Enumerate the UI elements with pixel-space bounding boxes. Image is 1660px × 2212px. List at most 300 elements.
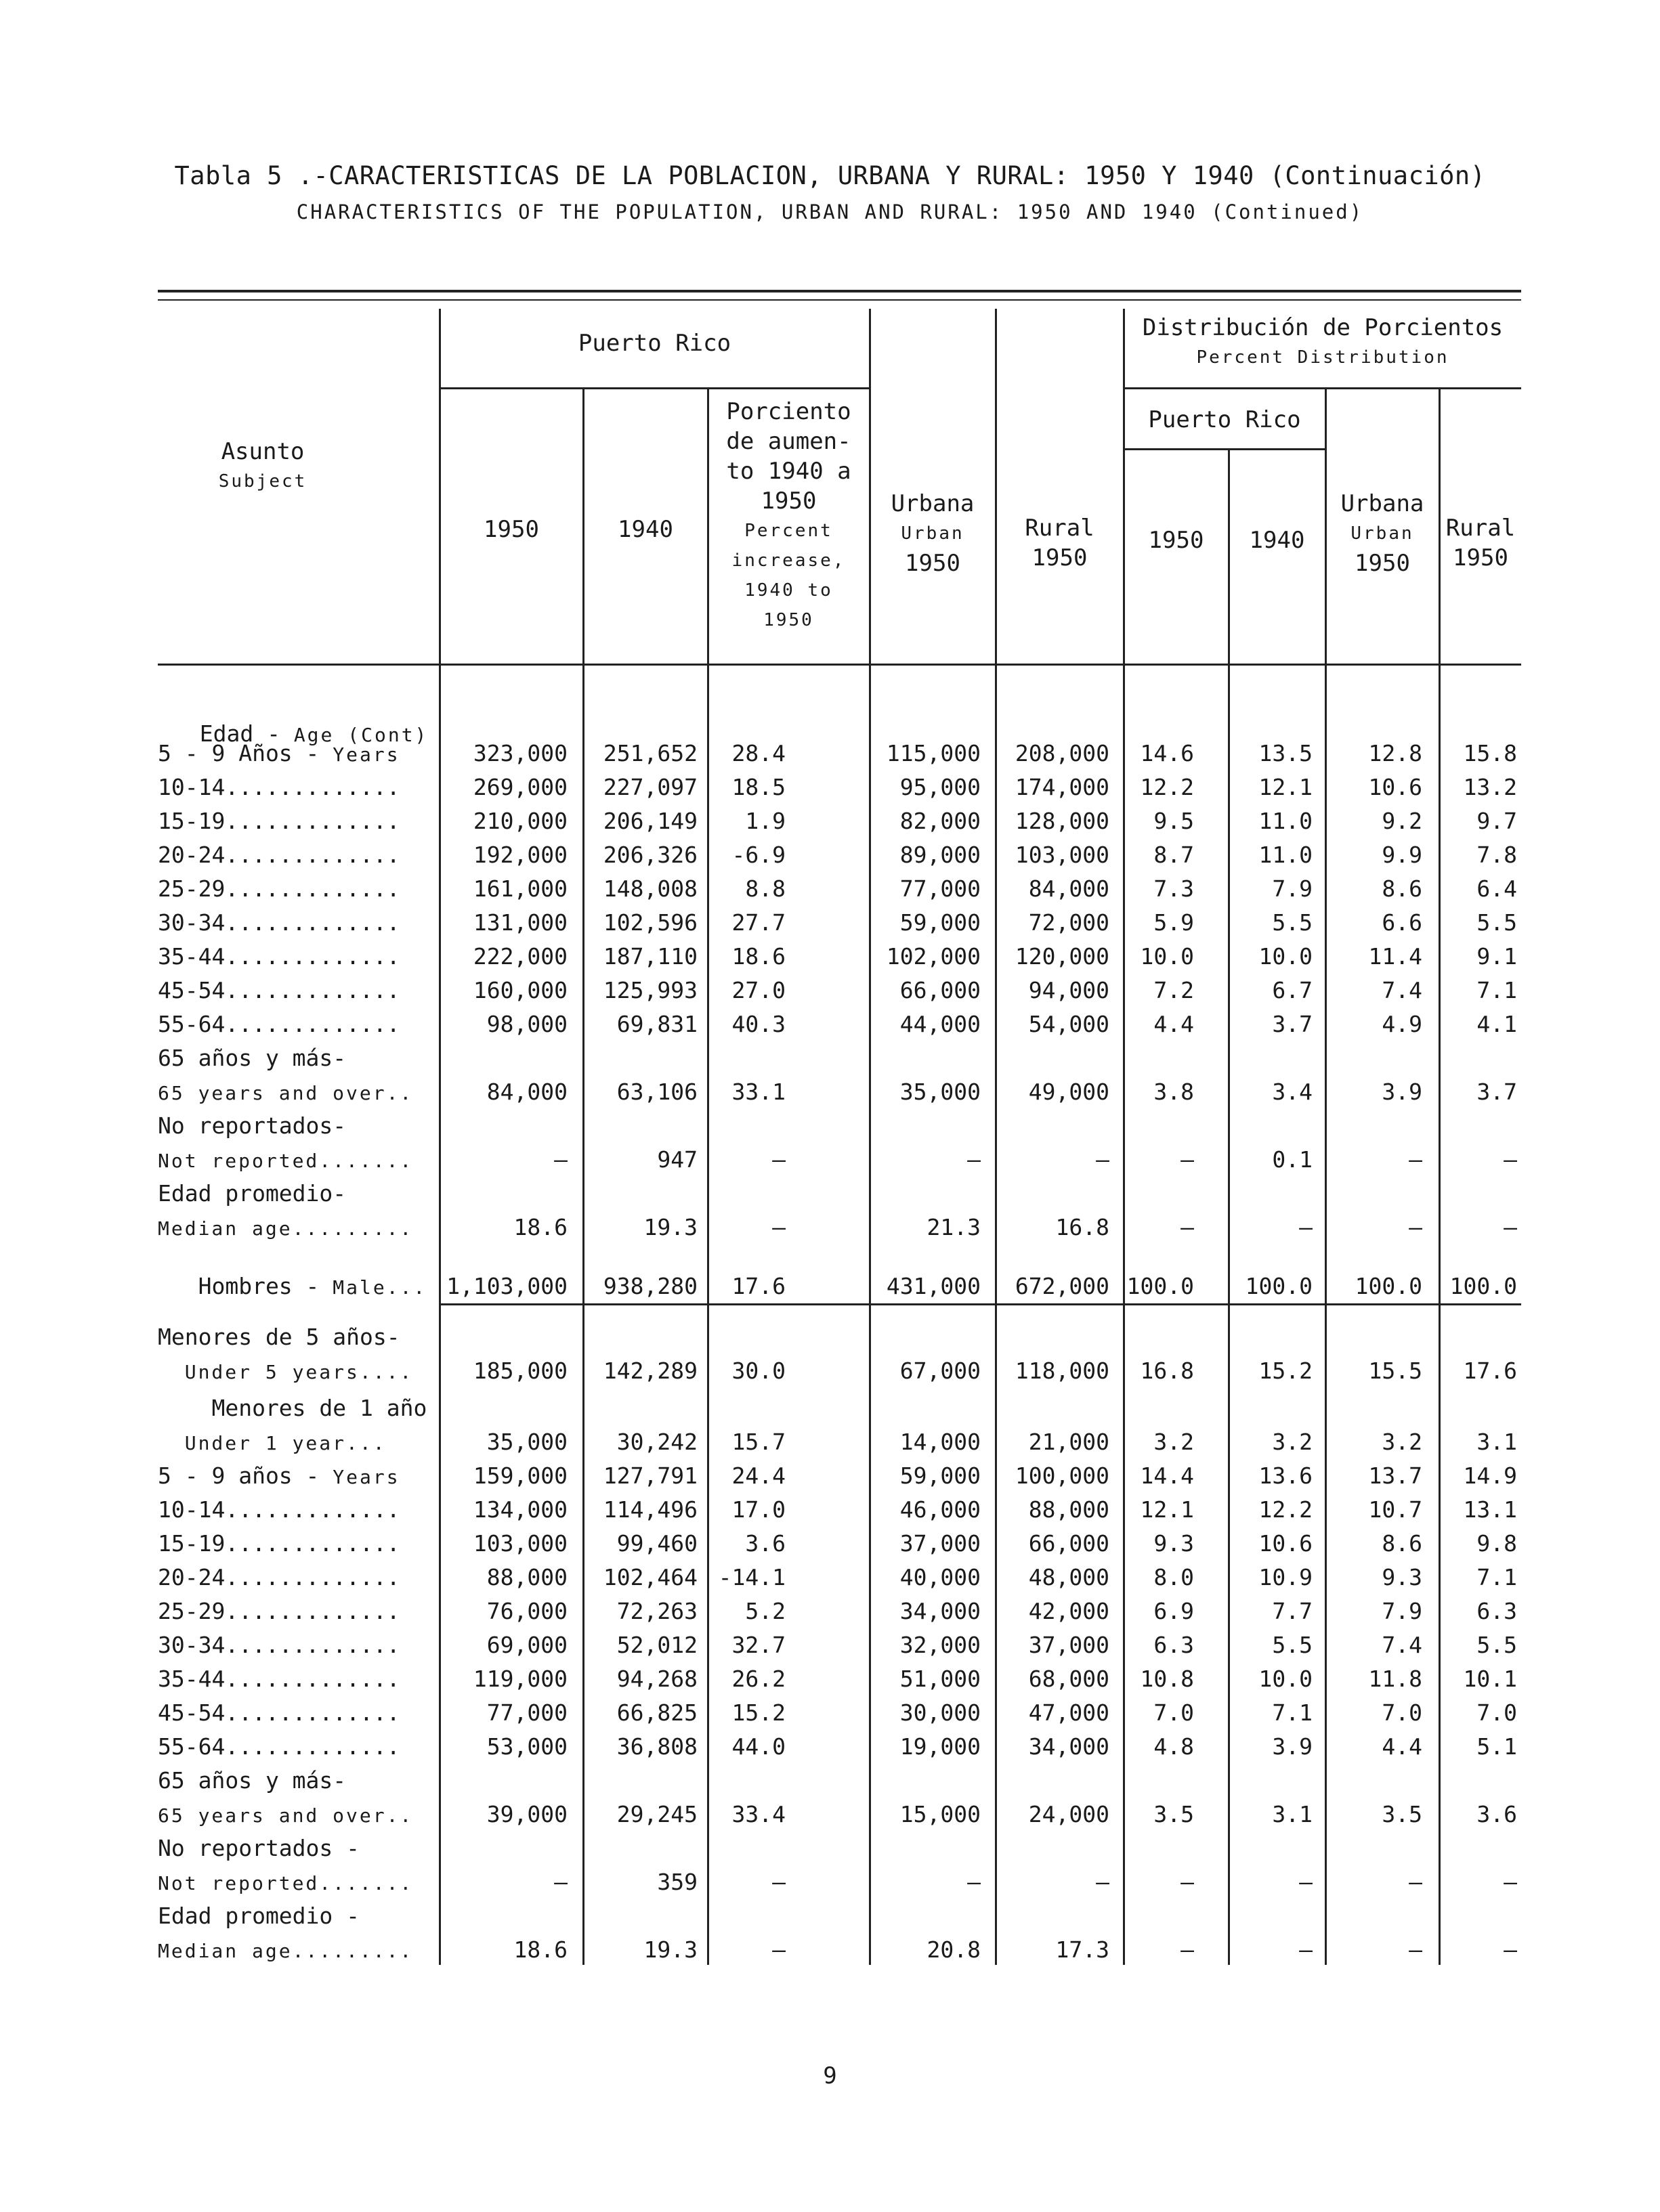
top-rule-2 — [158, 299, 1521, 301]
cell: 100.0 — [1449, 1273, 1517, 1299]
cell: 32.7 — [731, 1632, 786, 1658]
cell: 5.1 — [1476, 1733, 1517, 1760]
cell: 36,808 — [616, 1733, 698, 1760]
row-label — [158, 1395, 427, 1421]
cell: 49,000 — [1028, 1079, 1109, 1105]
section-age-label — [173, 694, 428, 747]
cell: 7.1 — [1476, 977, 1517, 1003]
cell: 15,000 — [899, 1801, 981, 1827]
cell: 68,000 — [1028, 1666, 1109, 1692]
cell: 82,000 — [899, 808, 981, 834]
cell: 27.0 — [731, 977, 786, 1003]
section-age-en: Age (Cont) — [293, 724, 429, 746]
row-label-en: Male... — [333, 1276, 427, 1299]
col-divider — [1228, 450, 1230, 1965]
row-label-es: 25-29............. — [158, 1598, 400, 1624]
cell: -14.1 — [718, 1564, 786, 1590]
header-rural-year: 1950 — [1031, 544, 1088, 571]
row-label-es: 45-54............. — [158, 1699, 400, 1726]
cell: 192,000 — [473, 842, 568, 868]
cell: 15.2 — [1258, 1358, 1313, 1384]
cell: 7.9 — [1382, 1598, 1422, 1624]
row-label-es: 15-19............. — [158, 808, 400, 834]
cell: 18.6 — [513, 1936, 568, 1963]
cell: 118,000 — [1015, 1358, 1109, 1384]
cell: 72,000 — [1028, 909, 1109, 936]
cell: 6.4 — [1476, 875, 1517, 902]
cell: 672,000 — [1015, 1273, 1109, 1299]
cell: 19,000 — [899, 1733, 981, 1760]
cell: 39,000 — [486, 1801, 568, 1827]
cell: 15.5 — [1368, 1358, 1422, 1384]
row-label — [158, 1273, 427, 1299]
cell: 9.5 — [1153, 808, 1194, 834]
cell: 11.8 — [1368, 1666, 1422, 1692]
cell: — — [1504, 1936, 1517, 1963]
col-divider — [582, 389, 584, 1965]
cell: 5.5 — [1476, 1632, 1517, 1658]
cell: 6.3 — [1476, 1598, 1517, 1624]
cell: — — [1409, 1146, 1422, 1173]
cell: 8.8 — [745, 875, 786, 902]
cell: — — [772, 1869, 786, 1895]
header-dist-es: Distribución de Porcientos — [1142, 314, 1504, 341]
cell: 10.0 — [1258, 1666, 1313, 1692]
cell: 359 — [657, 1869, 698, 1895]
cell: 3.2 — [1272, 1429, 1313, 1455]
cell: 3.6 — [1476, 1801, 1517, 1827]
cell: 9.9 — [1382, 842, 1422, 868]
header-subject-es: Asunto — [221, 438, 305, 465]
cell: 4.4 — [1153, 1011, 1194, 1037]
cell: 47,000 — [1028, 1699, 1109, 1726]
cell: — — [1299, 1214, 1313, 1240]
cell: — — [1409, 1214, 1422, 1240]
cell: 27.7 — [731, 909, 786, 936]
cell: 51,000 — [899, 1666, 981, 1692]
row-label — [158, 1214, 413, 1240]
header-pr-1940: 1940 — [618, 516, 673, 543]
cell: — — [1180, 1146, 1194, 1173]
header-subject — [158, 437, 368, 496]
row-label — [158, 1767, 346, 1794]
cell: 119,000 — [473, 1666, 568, 1692]
cell: — — [554, 1146, 568, 1173]
cell: 26.2 — [731, 1666, 786, 1692]
cell: 94,000 — [1028, 977, 1109, 1003]
cell: 4.4 — [1382, 1733, 1422, 1760]
cell: — — [1180, 1869, 1194, 1895]
row-label-es: No reportados- — [158, 1112, 347, 1139]
cell: 159,000 — [473, 1462, 568, 1489]
row-label-es: 55-64............. — [158, 1733, 400, 1760]
cell: 8.0 — [1153, 1564, 1194, 1590]
cell: 53,000 — [486, 1733, 568, 1760]
row-label-es: 20-24............. — [158, 842, 400, 868]
cell: 115,000 — [886, 740, 981, 766]
header-urbana-en: Urban — [901, 523, 964, 544]
col-divider — [1123, 309, 1125, 1965]
cell: 11.0 — [1258, 842, 1313, 868]
cell: -6.9 — [731, 842, 786, 868]
row-label-es: 25-29............. — [158, 875, 400, 902]
cell: 84,000 — [486, 1079, 568, 1105]
row-label-es: 5 - 9 años - — [158, 1462, 333, 1489]
cell: 3.5 — [1382, 1801, 1422, 1827]
row-label-es: 65 años y más- — [158, 1045, 347, 1071]
cell: 7.9 — [1272, 875, 1313, 902]
cell: 12.2 — [1140, 774, 1194, 800]
cell: 120,000 — [1015, 943, 1109, 970]
row-label — [158, 943, 400, 970]
header-dist-urbana-en: Urban — [1350, 523, 1414, 544]
header-pct-en-3: 1940 to — [744, 580, 833, 601]
cell: 222,000 — [473, 943, 568, 970]
cell: 14.4 — [1140, 1462, 1194, 1489]
header-urbana-es: Urbana — [891, 490, 975, 517]
cell: 17.6 — [731, 1273, 786, 1299]
row-label — [158, 1146, 413, 1173]
cell: 160,000 — [473, 977, 568, 1003]
cell: 24.4 — [731, 1462, 786, 1489]
row-label-es: Edad promedio - — [158, 1903, 360, 1929]
cell: 10.1 — [1463, 1666, 1517, 1692]
cell: 4.8 — [1153, 1733, 1194, 1760]
cell: — — [967, 1869, 981, 1895]
cell: 6.9 — [1153, 1598, 1194, 1624]
row-label — [158, 1180, 346, 1207]
row-label-es: 30-34............. — [158, 1632, 400, 1658]
cell: 69,000 — [486, 1632, 568, 1658]
row-label-en: Under 5 years.... — [158, 1361, 414, 1383]
cell: 1,103,000 — [446, 1273, 568, 1299]
cell: 14.6 — [1140, 740, 1194, 766]
header-rural — [996, 513, 1123, 573]
cell: — — [1504, 1869, 1517, 1895]
col-divider — [1439, 389, 1441, 1965]
cell: 103,000 — [1015, 842, 1109, 868]
cell: 34,000 — [1028, 1733, 1109, 1760]
row-label-es: 5 - 9 Años - — [158, 740, 333, 766]
row-label-es: 35-44............. — [158, 943, 400, 970]
cell: 3.6 — [745, 1530, 786, 1557]
cell: 13.1 — [1463, 1496, 1517, 1523]
cell: 12.8 — [1368, 740, 1422, 766]
cell: 210,000 — [473, 808, 568, 834]
cell: 5.5 — [1476, 909, 1517, 936]
cell: 12.2 — [1258, 1496, 1313, 1523]
cell: 947 — [657, 1146, 698, 1173]
header-pct-en-2: increase, — [731, 550, 846, 571]
cell: 88,000 — [486, 1564, 568, 1590]
row-label-en: Not reported....... — [158, 1872, 414, 1894]
header-dist-en: Percent Distribution — [1196, 347, 1449, 368]
cell: 76,000 — [486, 1598, 568, 1624]
header-distribution — [1124, 313, 1521, 372]
table-title-en: CHARACTERISTICS OF THE POPULATION, URBAN AND RURAL: 1950 AND 1940 (Continued) — [296, 200, 1364, 223]
cell: 19.3 — [643, 1214, 698, 1240]
row-label-en: Years — [333, 743, 400, 766]
page-number: 9 — [823, 2062, 837, 2089]
cell: 100.0 — [1245, 1273, 1313, 1299]
row-label — [158, 1112, 346, 1139]
cell: 127,791 — [603, 1462, 698, 1489]
cell: — — [1180, 1214, 1194, 1240]
cell: 13.7 — [1368, 1462, 1422, 1489]
header-rule-dist — [1124, 387, 1521, 389]
cell: 13.6 — [1258, 1462, 1313, 1489]
cell: 7.4 — [1382, 977, 1422, 1003]
cell: 10.6 — [1258, 1530, 1313, 1557]
row-label — [158, 1699, 400, 1726]
row-label — [158, 1903, 360, 1929]
row-label — [158, 842, 400, 868]
cell: 67,000 — [899, 1358, 981, 1384]
cell: 30.0 — [731, 1358, 786, 1384]
cell: — — [1504, 1146, 1517, 1173]
cell: 102,464 — [603, 1564, 698, 1590]
cell: 14.9 — [1463, 1462, 1517, 1489]
cell: 37,000 — [899, 1530, 981, 1557]
cell: 46,000 — [899, 1496, 981, 1523]
cell: 103,000 — [473, 1530, 568, 1557]
row-label — [158, 1496, 400, 1523]
cell: 3.1 — [1476, 1429, 1517, 1455]
row-label-en: Median age......... — [158, 1940, 414, 1962]
cell: 323,000 — [473, 740, 568, 766]
cell: 29,245 — [616, 1801, 698, 1827]
cell: — — [1409, 1869, 1422, 1895]
cell: 5.5 — [1272, 1632, 1313, 1658]
cell: 7.3 — [1153, 875, 1194, 902]
cell: 102,596 — [603, 909, 698, 936]
cell: 7.2 — [1153, 977, 1194, 1003]
cell: 3.7 — [1476, 1079, 1517, 1105]
table-title-es: Tabla 5 .-CARACTERISTICAS DE LA POBLACION, URBANA Y RURAL: 1950 Y 1940 (Continuación) — [174, 161, 1486, 190]
cell: 84,000 — [1028, 875, 1109, 902]
cell: 20.8 — [927, 1936, 981, 1963]
cell: 52,012 — [616, 1632, 698, 1658]
row-label-es: 15-19............. — [158, 1530, 400, 1557]
cell: 17.0 — [731, 1496, 786, 1523]
header-pct-es-4: 1950 — [761, 487, 817, 515]
cell: 66,000 — [1028, 1530, 1109, 1557]
col-divider — [1325, 389, 1327, 1965]
male-bottom-rule — [440, 1303, 1521, 1305]
cell: 12.1 — [1258, 774, 1313, 800]
cell: 142,289 — [603, 1358, 698, 1384]
row-label-es: 20-24............. — [158, 1564, 400, 1590]
row-label — [158, 1530, 400, 1557]
cell: 100.0 — [1355, 1273, 1422, 1299]
header-pr-1950: 1950 — [484, 516, 539, 543]
row-label-es: 55-64............. — [158, 1011, 400, 1037]
cell: 10.6 — [1368, 774, 1422, 800]
cell: 1.9 — [745, 808, 786, 834]
cell: 131,000 — [473, 909, 568, 936]
cell: 5.9 — [1153, 909, 1194, 936]
row-label — [158, 1869, 413, 1895]
row-label — [158, 774, 400, 800]
row-label — [158, 1011, 400, 1037]
row-label — [158, 1045, 346, 1071]
cell: 114,496 — [603, 1496, 698, 1523]
row-label-es: 45-54............. — [158, 977, 400, 1003]
row-label-es: 65 años y más- — [158, 1767, 347, 1794]
cell: 94,268 — [616, 1666, 698, 1692]
cell: 8.6 — [1382, 875, 1422, 902]
top-rule — [158, 290, 1521, 292]
cell: 100.0 — [1126, 1273, 1194, 1299]
cell: 13.5 — [1258, 740, 1313, 766]
cell: 18.5 — [731, 774, 786, 800]
cell: 3.1 — [1272, 1801, 1313, 1827]
cell: 34,000 — [899, 1598, 981, 1624]
cell: 125,993 — [603, 977, 698, 1003]
cell: 8.7 — [1153, 842, 1194, 868]
header-pct-en-1: Percent — [744, 521, 833, 541]
cell: 37,000 — [1028, 1632, 1109, 1658]
cell: 66,000 — [899, 977, 981, 1003]
cell: 10.0 — [1140, 943, 1194, 970]
header-dist-rural — [1440, 513, 1521, 573]
cell: 18.6 — [731, 943, 786, 970]
cell: 7.1 — [1272, 1699, 1313, 1726]
cell: 6.3 — [1153, 1632, 1194, 1658]
cell: 63,106 — [616, 1079, 698, 1105]
header-rule-dist-pr — [1124, 448, 1325, 450]
row-label-en: Median age......... — [158, 1217, 414, 1240]
cell: 5.2 — [745, 1598, 786, 1624]
cell: 206,326 — [603, 842, 698, 868]
cell: 9.8 — [1476, 1530, 1517, 1557]
cell: 13.2 — [1463, 774, 1517, 800]
col-divider — [439, 309, 441, 1965]
cell: 59,000 — [899, 909, 981, 936]
cell: 15.2 — [731, 1699, 786, 1726]
header-bottom-rule — [158, 664, 1521, 666]
header-pct-es-2: de aumen- — [726, 428, 851, 455]
header-urbana-year: 1950 — [905, 550, 960, 577]
header-dist-urbana — [1326, 489, 1439, 578]
cell: — — [1180, 1936, 1194, 1963]
cell: 77,000 — [899, 875, 981, 902]
cell: 14,000 — [899, 1429, 981, 1455]
header-dist-puerto-rico: Puerto Rico — [1148, 406, 1301, 433]
cell: 10.7 — [1368, 1496, 1422, 1523]
row-label-en: Not reported....... — [158, 1150, 414, 1172]
row-label-es: Edad promedio- — [158, 1180, 347, 1207]
section-age-es: Edad - — [199, 720, 294, 747]
cell: 9.7 — [1476, 808, 1517, 834]
cell: — — [967, 1146, 981, 1173]
cell: 251,652 — [603, 740, 698, 766]
cell: — — [554, 1869, 568, 1895]
row-label — [158, 1733, 400, 1760]
cell: 66,825 — [616, 1699, 698, 1726]
cell: 15.8 — [1463, 740, 1517, 766]
row-label-es: 30-34............. — [158, 909, 400, 936]
cell: 4.9 — [1382, 1011, 1422, 1037]
cell: 12.1 — [1140, 1496, 1194, 1523]
cell: 18.6 — [513, 1214, 568, 1240]
cell: 3.5 — [1153, 1801, 1194, 1827]
row-label-es: Menores de 5 años- — [158, 1324, 400, 1350]
cell: 17.3 — [1055, 1936, 1109, 1963]
cell: 16.8 — [1055, 1214, 1109, 1240]
cell: 35,000 — [486, 1429, 568, 1455]
cell: 21,000 — [1028, 1429, 1109, 1455]
row-label-es: Hombres - — [158, 1273, 333, 1299]
row-label — [158, 909, 400, 936]
header-percent-increase — [708, 397, 869, 635]
cell: 35,000 — [899, 1079, 981, 1105]
cell: 77,000 — [486, 1699, 568, 1726]
header-rule-pr — [440, 387, 869, 389]
cell: 3.2 — [1382, 1429, 1422, 1455]
cell: 3.9 — [1272, 1733, 1313, 1760]
cell: 16.8 — [1140, 1358, 1194, 1384]
cell: 28.4 — [731, 740, 786, 766]
header-puerto-rico: Puerto Rico — [578, 330, 731, 357]
cell: 72,263 — [616, 1598, 698, 1624]
cell: 6.6 — [1382, 909, 1422, 936]
cell: 4.1 — [1476, 1011, 1517, 1037]
cell: 40,000 — [899, 1564, 981, 1590]
cell: 3.9 — [1382, 1079, 1422, 1105]
cell: — — [1096, 1146, 1109, 1173]
header-pct-es-3: to 1940 a — [726, 458, 851, 485]
cell: 95,000 — [899, 774, 981, 800]
row-label-es: No reportados - — [158, 1835, 360, 1861]
cell: 174,000 — [1015, 774, 1109, 800]
cell: 40.3 — [731, 1011, 786, 1037]
cell: 11.4 — [1368, 943, 1422, 970]
cell: 44.0 — [731, 1733, 786, 1760]
cell: 10.0 — [1258, 943, 1313, 970]
row-label — [158, 808, 400, 834]
cell: — — [1409, 1936, 1422, 1963]
row-label-es: Menores de 1 año — [158, 1395, 427, 1421]
cell: 7.0 — [1476, 1699, 1517, 1726]
cell: 5.5 — [1272, 909, 1313, 936]
cell: 69,831 — [616, 1011, 698, 1037]
cell: 44,000 — [899, 1011, 981, 1037]
cell: 30,242 — [616, 1429, 698, 1455]
cell: 9.3 — [1153, 1530, 1194, 1557]
cell: — — [772, 1936, 786, 1963]
cell: 88,000 — [1028, 1496, 1109, 1523]
cell: — — [1504, 1214, 1517, 1240]
cell: 7.1 — [1476, 1564, 1517, 1590]
cell: 161,000 — [473, 875, 568, 902]
cell: 938,280 — [603, 1273, 698, 1299]
row-label — [158, 1358, 413, 1384]
header-dist-1950: 1950 — [1148, 527, 1204, 554]
cell: 269,000 — [473, 774, 568, 800]
row-label — [158, 1324, 400, 1350]
cell: 7.4 — [1382, 1632, 1422, 1658]
row-label — [158, 1462, 400, 1489]
row-label-es: 10-14............. — [158, 1496, 400, 1523]
row-label — [158, 977, 400, 1003]
cell: 100,000 — [1015, 1462, 1109, 1489]
cell: 42,000 — [1028, 1598, 1109, 1624]
cell: 10.8 — [1140, 1666, 1194, 1692]
cell: 17.6 — [1463, 1358, 1517, 1384]
row-label — [158, 1801, 413, 1827]
cell: 54,000 — [1028, 1011, 1109, 1037]
